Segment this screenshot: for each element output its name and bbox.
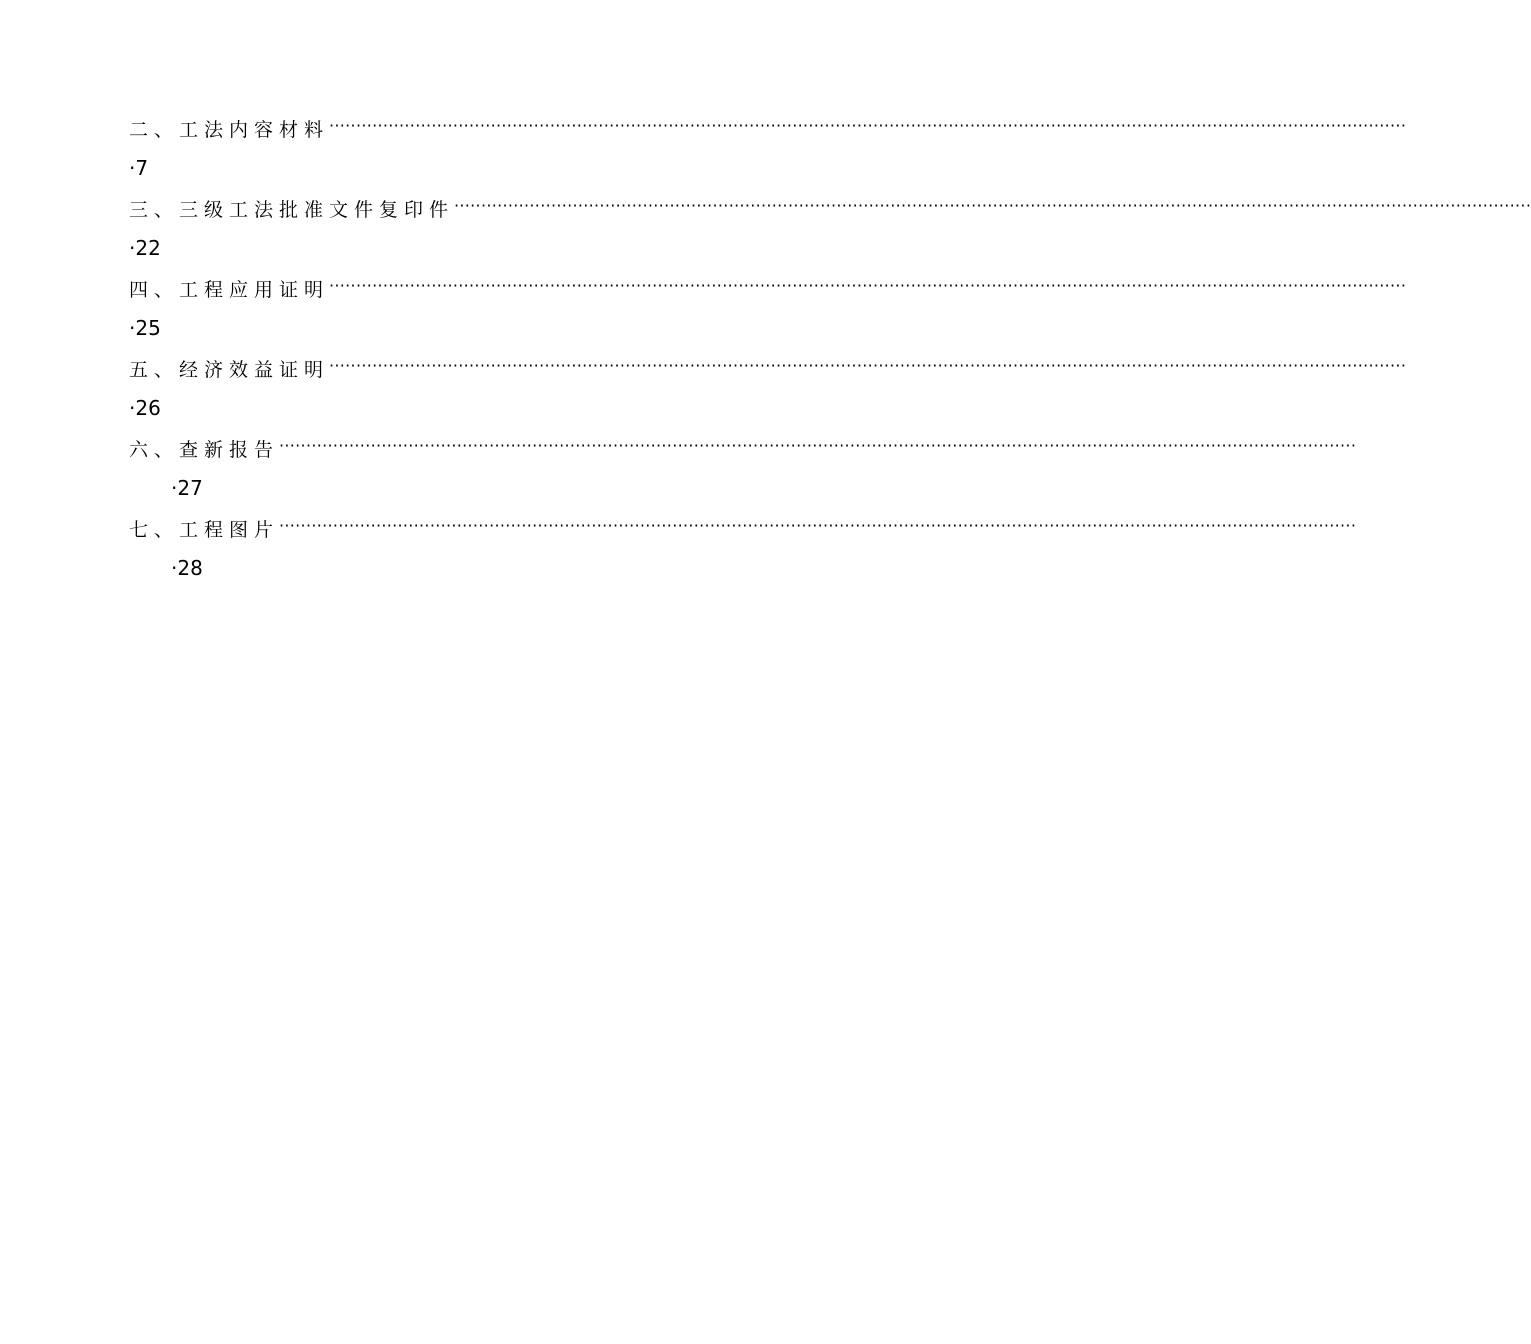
toc-entry[interactable] [129,348,1407,428]
toc-entry[interactable] [129,508,1357,588]
toc-entry[interactable] [129,268,1407,348]
toc-entry-title: 二、工法内容材料 [129,118,330,141]
toc-entry-line [129,188,1531,228]
toc-entry-page-number: ·7 [129,156,149,180]
dot-leader: ········································································································································································································ [329,356,1407,375]
toc-entry-line [129,108,1407,148]
toc-entry-title: 六、查新报告 [129,438,280,461]
toc-entry-line [129,348,1407,388]
toc-entry[interactable] [129,108,1407,188]
toc-entry[interactable] [129,188,1531,268]
toc-entry-page-number: ·27 [171,476,203,500]
toc-entry[interactable] [129,428,1357,508]
toc-entry-title: 三、三级工法批准文件复印件 [129,198,455,221]
toc-entry-title: 四、工程应用证明 [129,278,330,301]
dot-leader: ········································································································································································································ [279,436,1357,455]
dot-leader: ········································································································································································································ [279,516,1357,535]
toc-entry-page-number: ·26 [129,396,161,420]
toc-entry-line [129,268,1407,308]
dot-leader: ········································································································································································································ [329,276,1407,295]
toc-entry-page-number: ·22 [129,236,161,260]
dot-leader: ········································································································································································································ [329,116,1407,135]
toc-entry-page-number: ·25 [129,316,161,340]
toc-entry-line [129,428,1357,468]
toc-entry-title: 七、工程图片 [129,518,280,541]
table-of-contents [129,108,1531,588]
toc-entry-line [129,508,1357,548]
toc-entry-page-number: ·28 [171,556,203,580]
toc-entry-title: 五、经济效益证明 [129,358,330,381]
dot-leader: ········································································································································································································ [454,196,1531,215]
